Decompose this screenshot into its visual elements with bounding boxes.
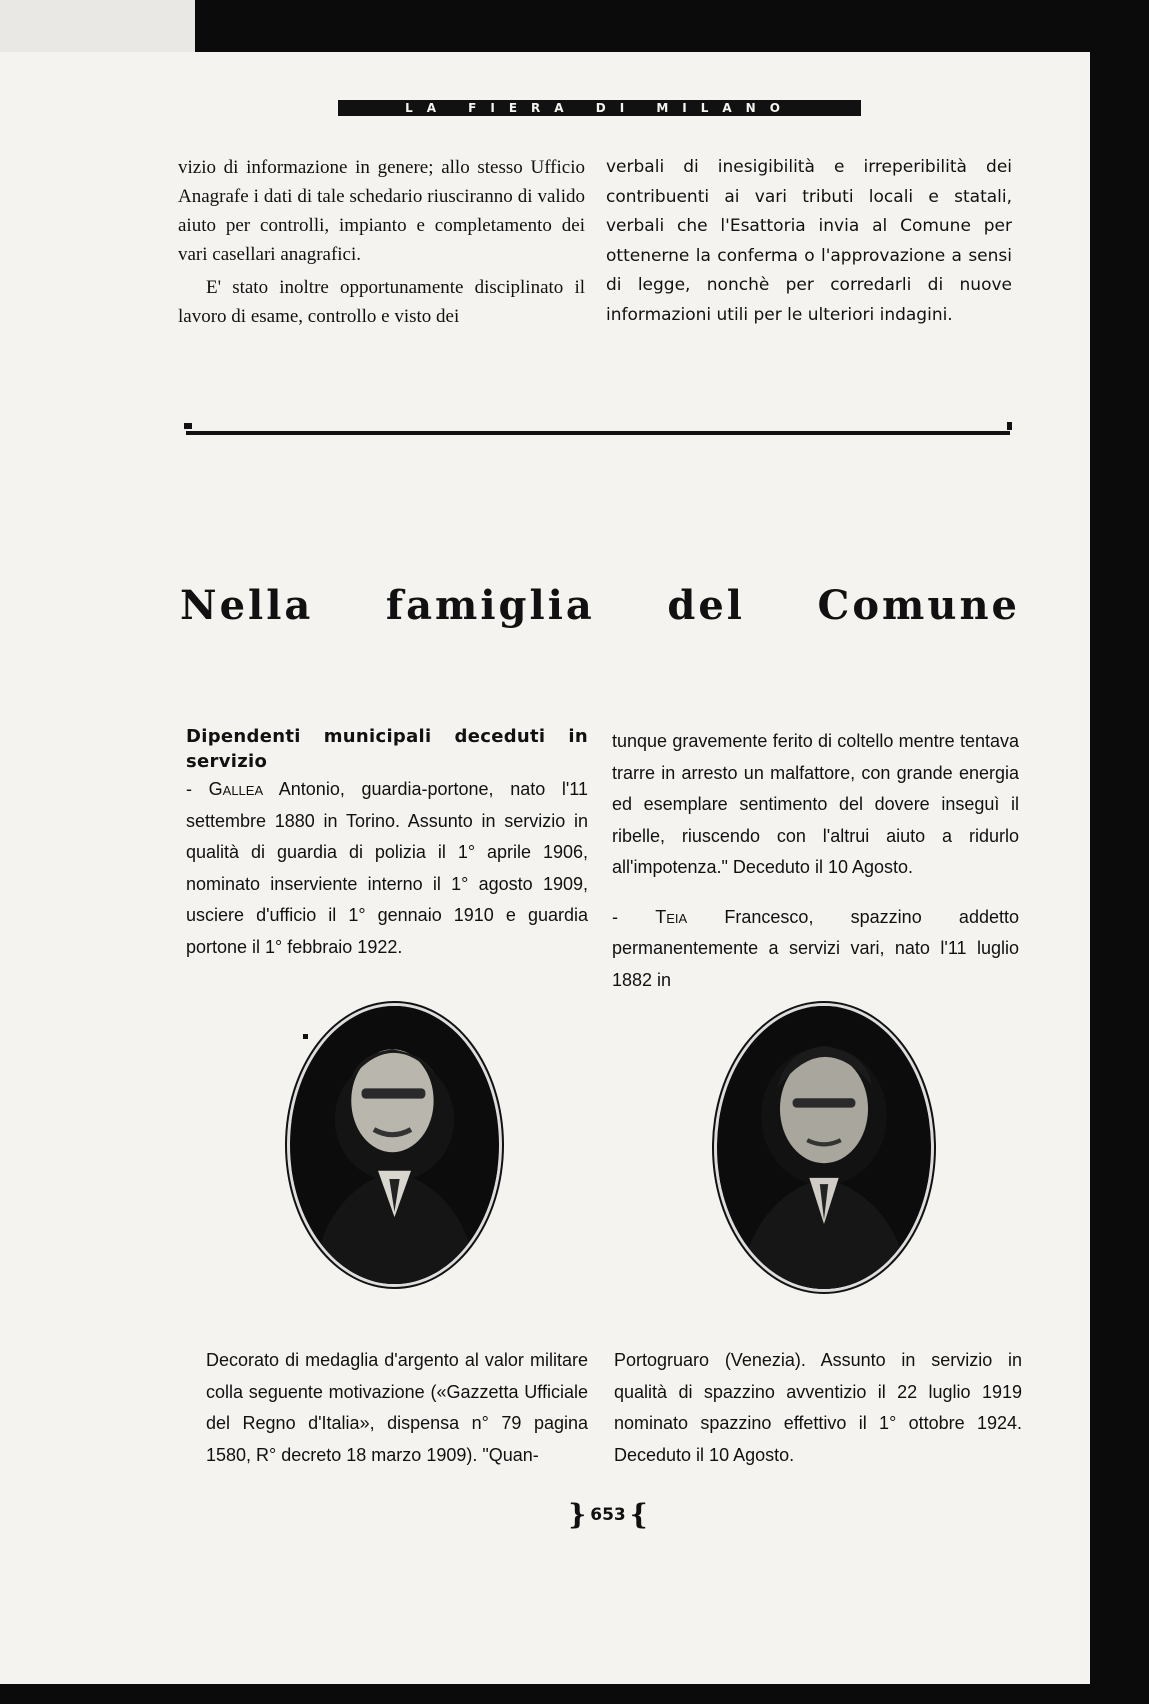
top-right-paragraph-1: verbali di inesigibilità e irreperibilità dei contribuenti ai vari tributi locali e statali, verbali che l'Esattoria invia al Comune per ottenerne la conferma o l'approvazione a sensi di legge, nonchè per corredarli di nuove informazioni utili per le ulteriori indagini. [606,157,1012,325]
obituary-continuation: tunque gravemente ferito di coltello mentre tentava trarre in arresto un malfattore, con grande energia ed esemplare sentimento del dovere inseguì il ribelle, riuscendo con l'altrui aiuto a ridurlo all'impotenza." Deceduto il 10 Agosto. [612,731,1019,877]
page-number: 653 [590,1505,626,1525]
obituary-left-column [186,724,588,963]
bottom-left-column [206,1345,588,1471]
page-folio [548,1500,668,1530]
portrait-teia-image [717,1006,931,1289]
print-speck [303,1034,308,1039]
entry-text-gallea: Antonio, guardia-portone, nato l'11 settembre 1880 in Torino. Assunto in servizio in qualità di guardia di polizia il 1° aprile 1906, nominato inserviente interno il 1° agosto 1909, usciere d'ufficio il 1° gennaio 1910 e guardia portone il 1° febbraio 1922. [186,779,588,957]
bottom-left-paragraph: Decorato di medaglia d'argento al valor militare colla seguente motivazione («Gazzetta Ufficiale del Regno d'Italia», dispensa n° 79 pagina 1580, R° decreto 18 marzo 1909). "Quan- [206,1350,588,1465]
folio-brace-right: { [629,1498,648,1531]
obituary-entry-gallea: - Gallea Antonio, guardia-portone, nato l'11 settembre 1880 in Torino. Assunto in servizio in qualità di guardia di polizia il 1° aprile 1906, nominato inserviente interno il 1° agosto 1909, usciere d'ufficio il 1° gennaio 1910 e guardia portone il 1° febbraio 1922. [186,779,588,957]
bottom-right-column [614,1345,1022,1471]
section-divider-rule [186,431,1010,435]
obituary-right-column [612,726,1019,996]
scan-right-border [1089,0,1149,1704]
bottom-right-paragraph: Portogruaro (Venezia). Assunto in servizio in qualità di spazzino avventizio il 22 luglio 1919 nominato spazzino effettivo il 1° ottobre 1924. Deceduto il 10 Agosto. [614,1350,1022,1465]
entry-surname-teia: Teia [655,906,688,927]
obituary-entry-teia: - Teia Francesco, spazzino addetto permanentemente a servizi vari, nato l'11 luglio 1882 in [612,906,1019,990]
portrait-gallea-image [290,1006,499,1284]
folio-brace-left: } [568,1498,587,1531]
top-right-column [606,153,1012,330]
section-title: Nella famiglia del Comune [180,582,1020,629]
top-left-column [178,153,585,331]
entry-text-teia: Francesco, spazzino addetto permanentemente a servizi vari, nato l'11 luglio 1882 in [612,906,1019,990]
top-left-paragraph-2: E' stato inoltre opportunamente disciplinato il lavoro di esame, controllo e visto dei [178,277,585,327]
portrait-photo-teia [714,1003,934,1292]
portrait-photo-gallea [287,1003,502,1287]
subheading: Dipendenti municipali deceduti in servizio [186,726,588,772]
top-left-paragraph-1: vizio di informazione in genere; allo stesso Ufficio Anagrafe i dati di tale schedario riusciranno di valido aiuto per controlli, impianto e completamento dei vari casellari anagrafici. [178,157,585,265]
entry-surname-gallea: Gallea [208,779,264,799]
running-header: LA FIERA DI MILANO [338,100,861,116]
scan-bottom-border [0,1684,1149,1704]
